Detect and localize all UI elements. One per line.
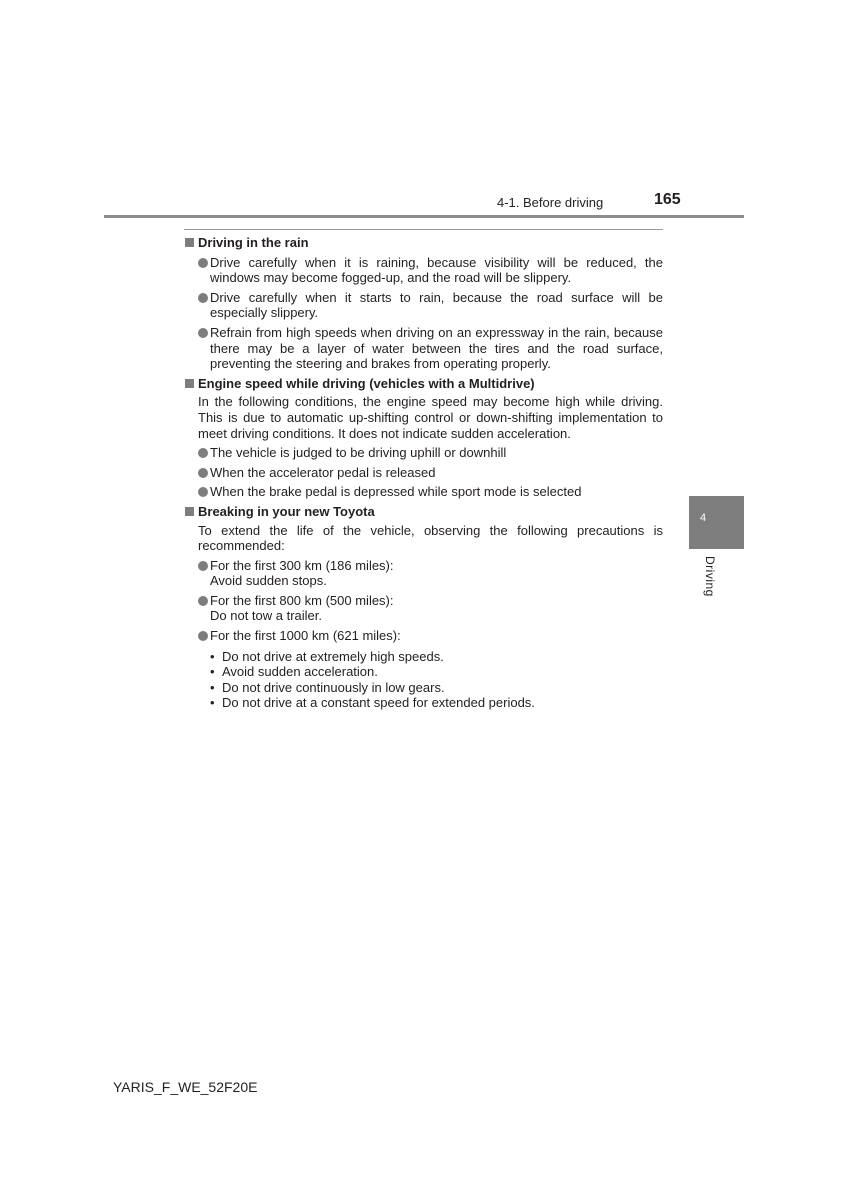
circle-bullet-icon [198, 258, 208, 268]
list-item: Drive carefully when it is raining, because visibility will be reduced, the windows may become fogged-up, and the road will be slippery. [185, 255, 663, 286]
circle-bullet-icon [198, 561, 208, 571]
circle-bullet-icon [198, 631, 208, 641]
square-bullet-icon [185, 238, 194, 247]
square-bullet-icon [185, 379, 194, 388]
section-title-driving-in-rain: Driving in the rain [185, 235, 663, 251]
section-title-engine-speed: Engine speed while driving (vehicles with a Multidrive) [185, 376, 663, 392]
square-bullet-icon [185, 507, 194, 516]
section-header: 4-1. Before driving [497, 195, 604, 210]
list-item: For the first 1000 km (621 miles): [185, 628, 663, 644]
sub-list-item: • Do not drive at a constant speed for extended periods. [210, 695, 535, 711]
content-top-rule [184, 229, 663, 230]
section-intro: To extend the life of the vehicle, observing the following precautions is recommended: [198, 522, 663, 554]
section-title-breaking-in: Breaking in your new Toyota [185, 504, 663, 520]
section-intro: In the following conditions, the engine speed may become high while driving. This is due to automatic up-shifting control or down-shifting implementation to meet driving conditions. It does not indicate sudden acceleration. [198, 394, 663, 441]
list-item: For the first 800 km (500 miles): Do not tow a trailer. [185, 593, 663, 624]
circle-bullet-icon [198, 487, 208, 497]
list-item: When the brake pedal is depressed while sport mode is selected [185, 484, 663, 500]
list-item: For the first 300 km (186 miles): Avoid sudden stops. [185, 558, 663, 589]
circle-bullet-icon [198, 293, 208, 303]
dot-marker-icon: • [210, 679, 215, 695]
page-content [185, 235, 663, 711]
list-item: Refrain from high speeds when driving on an expressway in the rain, because there may be a layer of water between the tires and the road surface, preventing the steering and brakes from operating properly. [185, 325, 663, 372]
list-item: Drive carefully when it starts to rain, because the road surface will be especially slippery. [185, 290, 663, 321]
circle-bullet-icon [198, 468, 208, 478]
dot-marker-icon: • [210, 695, 215, 711]
sub-list-item: • Avoid sudden acceleration. [210, 664, 378, 680]
chapter-tab [689, 496, 744, 549]
circle-bullet-icon [198, 448, 208, 458]
circle-bullet-icon [198, 596, 208, 606]
chapter-number: 4 [700, 512, 707, 524]
circle-bullet-icon [198, 328, 208, 338]
header-rule [104, 215, 744, 218]
sub-list [185, 649, 663, 711]
dot-marker-icon: • [210, 648, 215, 664]
footer-code: YARIS_F_WE_52F20E [113, 1079, 258, 1095]
sub-list-item: • Do not drive at extremely high speeds. [210, 648, 444, 664]
dot-marker-icon: • [210, 664, 215, 680]
chapter-label: Driving [703, 556, 717, 597]
page-number: 165 [654, 191, 681, 208]
sub-list-item: • Do not drive continuously in low gears. [210, 679, 445, 695]
list-item: When the accelerator pedal is released [185, 465, 663, 481]
list-item: The vehicle is judged to be driving uphill or downhill [185, 445, 663, 461]
